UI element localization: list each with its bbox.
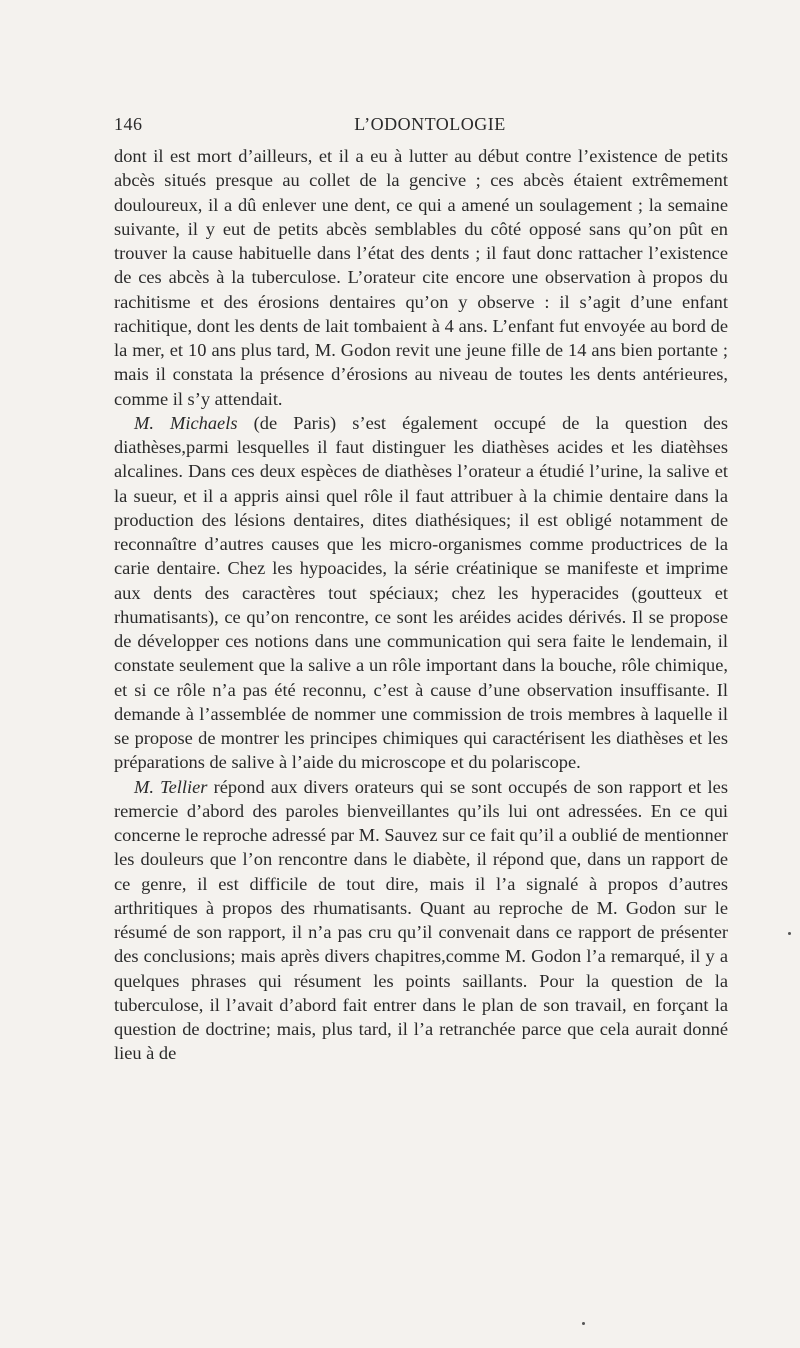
page-number: 146 bbox=[114, 114, 143, 134]
paper-speck bbox=[788, 932, 791, 935]
paragraph-3-text: répond aux divers orateurs qui se sont occupés de son rapport et les remercie d’abord des paroles bienveillantes qu’ils lui ont adressées. En ce qui concerne le reproche adressé par M. Sauvez sur ce fait qu’il a oublié de mentionner les douleurs que l’on rencontre dans le diabète, il répond que, dans un rapport de ce genre, il est difficile de tout dire, mais il l’a signalé à propos d’autres arthritiques à propos des rhumatisants. Quant au reproche de M. Godon sur le résumé de son rapport, il n’a pas cru qu’il convenait dans ce rapport de présenter des conclusions; mais après divers chapitres,comme M. Godon l’a remarqué, il y a quelques phrases qui résument les points saillants. Pour la question de la tuberculose, il l’avait d’abord fait entrer dans le plan de son travail, en forçant la question de doctrine; mais, plus tard, il l’a retranchée parce que cela aurait donné lieu à de bbox=[114, 776, 728, 1064]
page-body bbox=[114, 144, 728, 1066]
paragraph-1-text: dont il est mort d’ailleurs, et il a eu à lutter au début contre l’existence de petits abcès situés presque au collet de la gencive ; ces abcès étaient extrêmement douloureux, il a dû enlever une dent, ce qui a amené un soulagement ; la semaine suivante, il y eut de petits abcès semblables du côté opposé sans qu’on pût en trouver la cause habituelle dans l’état des dents ; il faut donc rattacher l’existence de ces abcès à la tuberculose. L’orateur cite encore une observation à propos du rachitisme et des érosions dentaires qu’on y observe : il s’agit d’une enfant rachitique, dont les dents de lait tombaient à 4 ans. L’enfant fut envoyée au bord de la mer, et 10 ans plus tard, M. Godon revit une jeune fille de 14 ans bien portante ; mais il constata la présence d’érosions au niveau de toutes les dents antérieures, comme il s’y attendait. bbox=[114, 146, 728, 409]
paper-speck bbox=[582, 1322, 585, 1325]
speaker-michaels: M. Michaels bbox=[134, 412, 238, 433]
paragraph-2 bbox=[114, 411, 728, 775]
paragraph-2-text: (de Paris) s’est également occupé de la question des diathèses,parmi lesquelles il faut distinguer les diathèses acides et les diatèhses alcalines. Dans ces deux espèces de diathèses l’orateur a étudié l’urine, la salive et la sueur, et il a appris ainsi quel rôle il faut attribuer à la chimie dentaire dans la production des lésions dentaires, dites diathésiques; il est obligé notamment de reconnaître d’autres causes que les micro-organismes comme productrices de la carie dentaire. Chez les hypoacides, la série créatinique se manifeste et imprime aux dents des caractères tout spéciaux; chez les hyperacides (goutteux et rhumatisants), ce qu’on rencontre, ce sont les aréides acides dérivés. Il se propose de développer ces notions dans une communication qui sera faite le lendemain, il constate seulement que la salive a un rôle important dans la bouche, rôle chimique, et si ce rôle n’a pas été reconnu, c’est à cause d’une observation insuffisante. Il demande à l’assemblée de nommer une commission de trois membres à laquelle il se propose de montrer les principes chimiques qui caractérisent les diathèses et les préparations de salive à l’aide du microscope et du polariscope. bbox=[114, 412, 728, 773]
paragraph-3 bbox=[114, 775, 728, 1066]
paragraph-1 bbox=[114, 144, 728, 411]
speaker-tellier: M. Tellier bbox=[134, 776, 208, 797]
page-header bbox=[114, 114, 728, 140]
running-title: L’ODONTOLOGIE bbox=[354, 114, 506, 134]
